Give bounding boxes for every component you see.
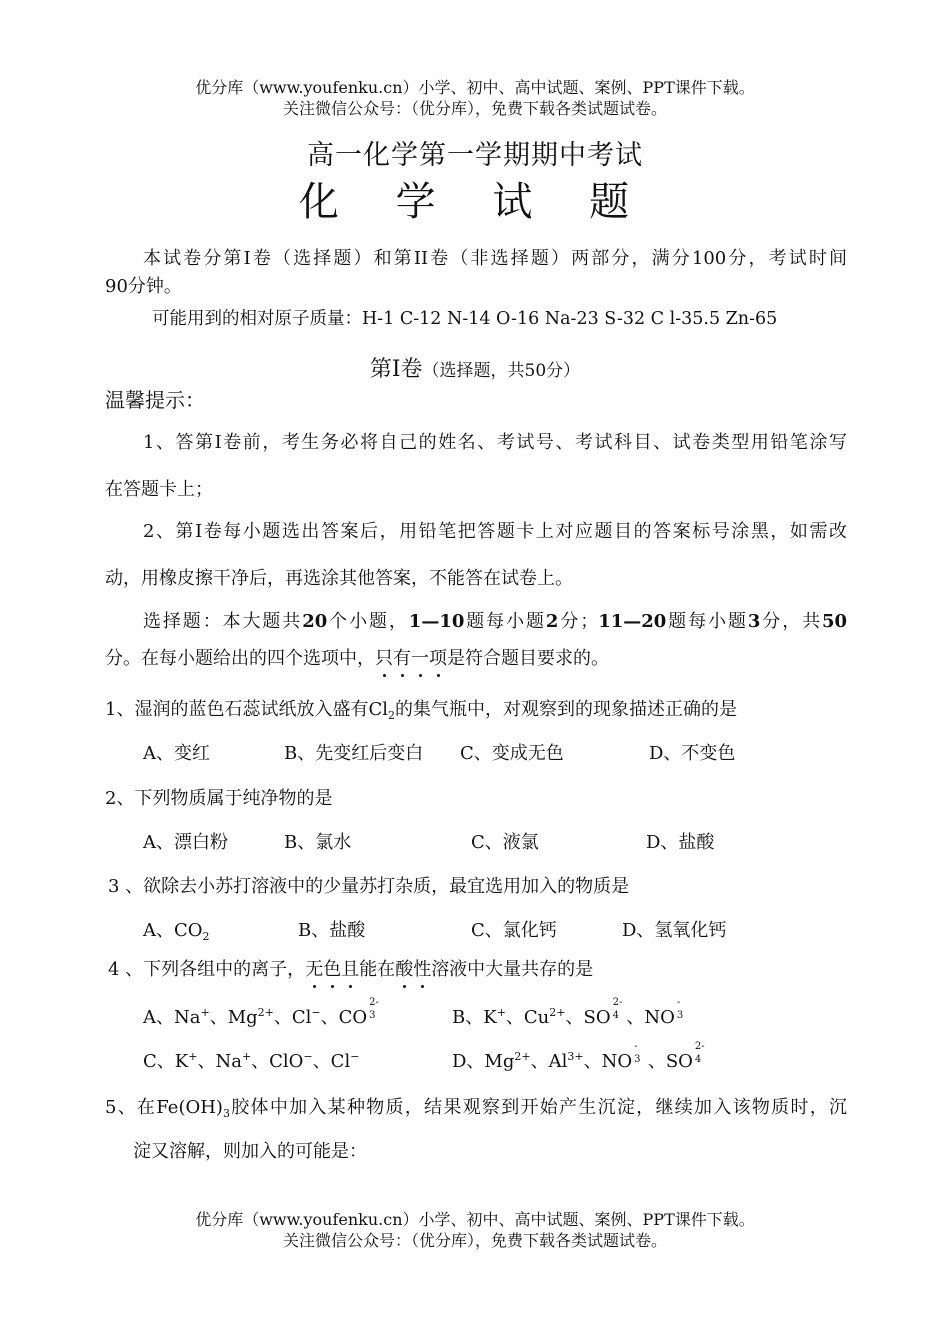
instr-line2-post: 是符合题目要求的。 [447,648,609,669]
section-heading [0,352,950,383]
q3-option-a [143,918,210,950]
footer-line-2: 关注微信公众号：（优分库），免费下载各类试题试卷。 [282,1231,667,1250]
question-4-stem [108,957,593,983]
section-heading-label: 第I卷 [369,357,423,382]
instr-range-1: 1—10 [408,611,465,632]
q3-option-d: D、氢氧化钙 [622,920,727,941]
intro-line-2: 90分钟。 [105,276,182,297]
q2-option-d: D、盐酸 [646,832,715,853]
q1-option-d: D、不变色 [649,743,736,764]
question-5-line-1 [105,1095,847,1127]
instr-text-3: 题每小题 [464,611,546,632]
instr-emphasis [375,648,447,669]
header-line-1: 优分库（www.youfenku.cn）小学、初中、高中试题、案例、PPT课件下载。 [195,78,755,97]
q1-stem-sub: 2 [387,709,395,722]
q4-em-char-5: 性 [413,959,432,980]
q5-line1-pre: 5、在Fe(OH) [105,1097,223,1118]
q3-option-a-text: A、CO [143,920,203,941]
q4-option-d: D、$Mg^{2+}$、$Al^{3+}$、NO - 3 、SO 2- 4 [452,1041,705,1072]
q4-stem-pre: 4 、下列各组中的离子， [108,959,306,980]
q4-em-char-2: 色 [323,959,342,980]
q4-option-a: A、Na+、$Mg^{2+}$、Cl−、CO 2- 3 [143,997,379,1028]
q1-stem-post: 的集气瓶中，对观察到的现象描述正确的是 [394,699,737,720]
instr-count: 20 [302,611,328,632]
question-1-stem [105,697,737,729]
emphasis-char-3: 一 [411,648,429,669]
instr-text-1: 选择题：本大题共 [143,611,303,632]
header-line-2: 关注微信公众号：（优分库），免费下载各类试题试卷。 [282,99,667,118]
intro-line-1: 本试卷分第I卷（选择题）和第II卷（非选择题）两部分，满分100分，考试时间 [143,248,847,269]
q2-option-a: A、漂白粉 [143,832,228,853]
question-5-line-2: 淀又溶解，则加入的可能是： [133,1141,367,1162]
instructions-line-1 [105,609,847,635]
q4-option-c: C、K+、Na+、ClO−、Cl− [143,1050,360,1072]
q4-em-char-4: 酸 [395,959,414,980]
instr-text-4: 分； [558,611,599,632]
q5-line1-post: 胶体中加入某种物质，结果观察到开始产生沉淀，继续加入该物质时，沉 [229,1097,848,1118]
section-heading-note: （选择题，共50分） [422,361,581,381]
q2-option-b: B、氯水 [284,832,352,853]
tip-1-line-1: 1、答第I卷前，考生务必将自己的姓名、考试号、考试科目、试卷类型用铅笔涂写 [143,432,847,453]
q1-stem-pre: 1、湿润的蓝色石蕊试纸放入盛有Cl [105,699,388,720]
q2-option-c: C、液氯 [471,832,539,853]
tip-2-line-1: 2、第I卷每小题选出答案后，用铅笔把答题卡上对应题目的答案标号涂黑，如需改 [143,521,847,542]
tip-2-line-2: 动，用橡皮擦干净后，再选涂其他答案，不能答在试卷上。 [105,568,573,589]
q4-emphasis-2 [395,959,431,980]
question-2-stem: 2、下列物质属于纯净物的是 [105,788,333,809]
question-3-stem: 3 、欲除去小苏打溶液中的少量苏打杂质，最宜选用加入的物质是 [108,876,630,897]
emphasis-char-1: 只 [375,648,393,669]
q4-stem-post: 溶液中大量共存的是 [431,959,594,980]
q4-option-b: B、K+、$Cu^{2+}$、SO 2- 4 、NO - 3 [452,997,684,1028]
q3-option-a-sub: 2 [202,930,210,943]
emphasis-char-2: 有 [393,648,411,669]
q4-stem-mid: 能在 [359,959,396,980]
footer-line-1: 优分库（www.youfenku.cn）小学、初中、高中试题、案例、PPT课件下载。 [195,1210,755,1229]
q4-emphasis-1 [305,959,359,980]
instr-score-1: 2 [545,611,559,632]
instr-line2-pre: 分。在每小题给出的四个选项中， [105,648,375,669]
instr-total: 50 [822,611,848,632]
tips-label: 温馨提示： [105,388,205,412]
instr-range-2: 11—20 [598,611,667,632]
q4-em-char-1: 无 [305,959,324,980]
q5-line1-sub: 3 [222,1107,230,1120]
atomic-masses: 可能用到的相对原子质量：H-1 C-12 N-14 O-16 Na-23 S-32 C l-35.5 Zn-65 [152,309,778,329]
q3-option-b: B、盐酸 [298,920,366,941]
q1-option-a: A、变红 [143,743,210,764]
instructions-line-2 [105,646,847,672]
q1-option-c: C、变成无色 [460,743,564,764]
emphasis-char-4: 项 [429,648,447,669]
q3-option-c: C、氯化钙 [471,920,557,941]
instr-score-2: 3 [747,611,761,632]
instr-text-5: 题每小题 [666,611,748,632]
q1-option-b: B、先变红后变白 [284,743,424,764]
subject-title: 化 学 试 题 [298,179,652,225]
q4-em-char-3: 且 [341,959,360,980]
exam-title: 高一化学第一学期期中考试 [307,140,643,171]
instr-text-6: 分，共 [760,611,822,632]
instr-text-2: 个小题， [327,611,409,632]
tip-1-line-2: 在答题卡上； [105,479,213,500]
